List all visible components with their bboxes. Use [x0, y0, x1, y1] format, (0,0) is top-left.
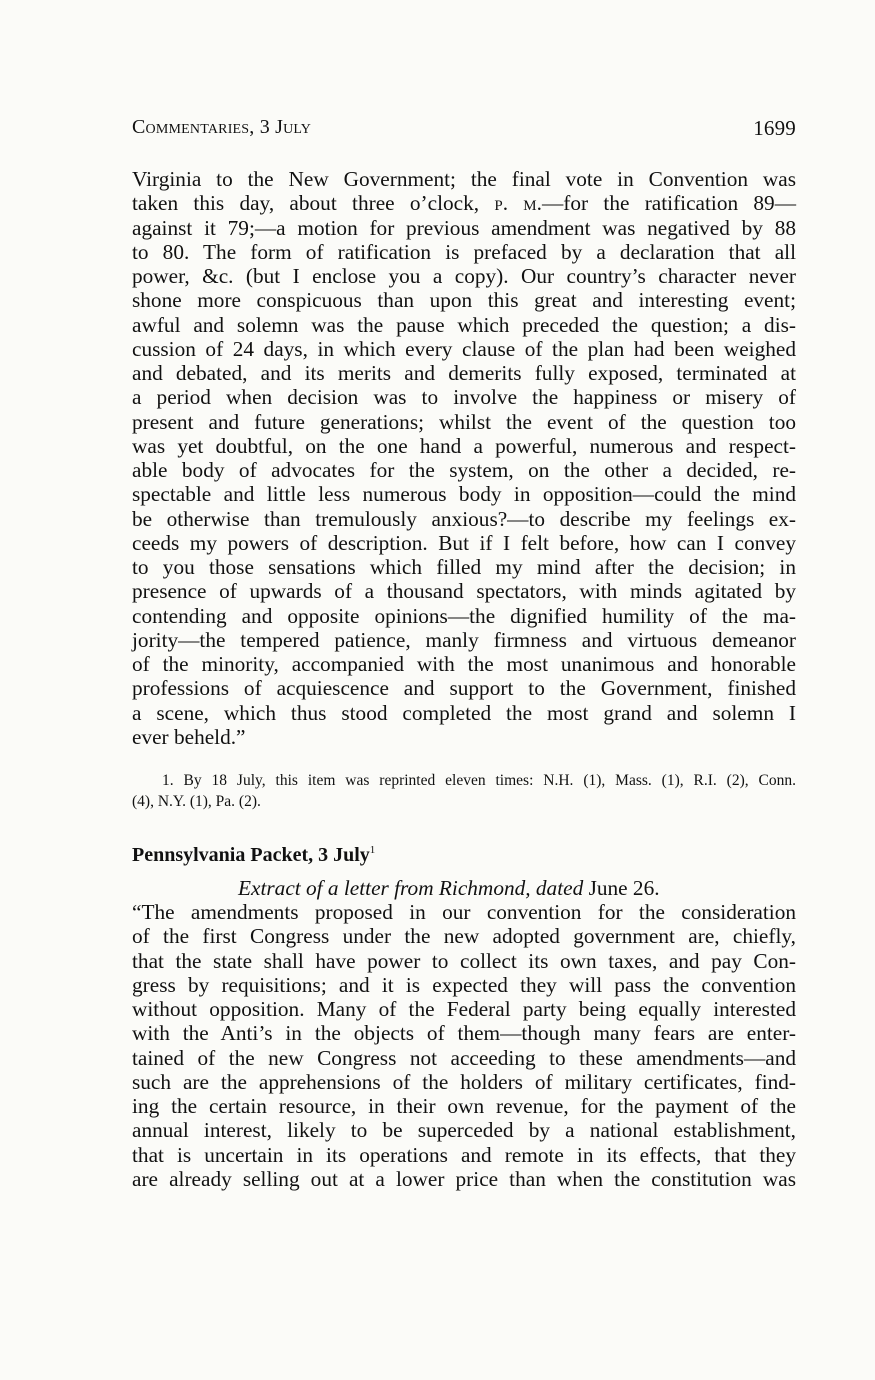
running-head: Commentaries, 3 July: [132, 116, 312, 138]
body-line: awful and solemn was the pause which preceded the question; a dis-: [132, 312, 796, 337]
dateline-date: June 26.: [588, 876, 660, 900]
letter-line: ing the certain resource, in their own revenue, for the payment of the: [132, 1094, 796, 1118]
body-line: jority—the tempered patience, manly firmness and virtuous demeanor: [132, 627, 796, 652]
body-line: to 80. The form of ratification is prefaced by a declaration that all: [132, 239, 796, 264]
time-abbreviation: p. m.: [494, 191, 542, 216]
letter-line: that the state shall have power to collect its own taxes, and pay Con-: [132, 948, 796, 973]
body-line: against it 79;—a motion for previous amendment was negatived by 88: [132, 215, 796, 240]
body-line: power, &c. (but I enclose you a copy). Our country’s character never: [132, 264, 796, 288]
note-reference: 1: [369, 844, 376, 856]
dateline-italic: Extract of a letter from Richmond, dated: [238, 876, 584, 900]
body-line: was yet doubtful, on the one hand a powerful, numerous and respect-: [132, 433, 796, 458]
page-header: [132, 116, 796, 146]
body-line: able body of advocates for the system, on the other a decided, re-: [132, 458, 796, 482]
body-line: of the minority, accompanied with the most unanimous and honorable: [132, 652, 796, 676]
body-line: taken this day, about three o’clock, p. m.—for the ratification 89—: [132, 191, 797, 216]
section-title: Pennsylvania Packet, 3 July: [132, 844, 370, 866]
section-heading: [132, 844, 375, 867]
letter-extract: [132, 900, 796, 1191]
footnote-line: (4), N.Y. (1), Pa. (2).: [132, 793, 261, 810]
letter-line: “The amendments proposed in our convention for the consideration: [132, 900, 796, 924]
body-line: and debated, and its merits and demerits fully exposed, terminated at: [132, 361, 796, 385]
letter-line: with the Anti’s in the objects of them—though many fears are enter-: [132, 1021, 796, 1046]
letter-line: tained of the new Congress not acceeding to these amendments—and: [132, 1045, 796, 1070]
body-line: spectable and little less numerous body in opposition—could the mind: [132, 482, 796, 507]
body-line: shone more conspicuous than upon this great and interesting event;: [132, 288, 796, 313]
body-line: contending and opposite opinions—the dignified humility of the ma-: [132, 603, 796, 628]
letter-line: such are the apprehensions of the holders of military certificates, find-: [132, 1069, 796, 1094]
letter-line: gress by requisitions; and it is expected they will pass the convention: [132, 972, 796, 997]
dateline: [238, 876, 660, 901]
body-line: to you those sensations which filled my mind after the decision; in: [132, 555, 796, 579]
body-line: cussion of 24 days, in which every clause of the plan had been weighed: [132, 336, 796, 361]
letter-line: that is uncertain in its operations and remote in its effects, that they: [132, 1142, 796, 1167]
body-line: ever beheld.”: [132, 724, 246, 749]
body-line: a scene, which thus stood completed the most grand and solemn I: [132, 700, 796, 725]
body-line: presence of upwards of a thousand spectators, with minds agitated by: [132, 579, 796, 604]
page-number: 1699: [753, 116, 796, 140]
letter-line: annual interest, likely to be superceded by a national establishment,: [132, 1118, 796, 1143]
body-line: ceeds my powers of description. But if I felt before, how can I convey: [132, 530, 796, 555]
body-line: professions of acquiescence and support to the Government, finished: [132, 676, 796, 701]
letter-line: are already selling out at a lower price than when the constitution was: [132, 1166, 796, 1191]
letter-line: without opposition. Many of the Federal party being equally interested: [132, 997, 796, 1021]
footnote-line: 1. By 18 July, this item was reprinted eleven times: N.H. (1), Mass. (1), R.I. (2), Conn.: [162, 772, 796, 789]
footnote: [132, 770, 796, 812]
body-line: present and future generations; whilst the event of the question too: [132, 409, 796, 434]
body-line: be otherwise than tremulously anxious?—to describe my feelings ex-: [132, 506, 796, 531]
letter-line: of the first Congress under the new adopted government are, chiefly,: [132, 924, 796, 949]
letter-continuation: [132, 167, 796, 749]
body-line: a period when decision was to involve the happiness or misery of: [132, 385, 796, 410]
body-line: Virginia to the New Government; the final vote in Convention was: [132, 167, 796, 191]
